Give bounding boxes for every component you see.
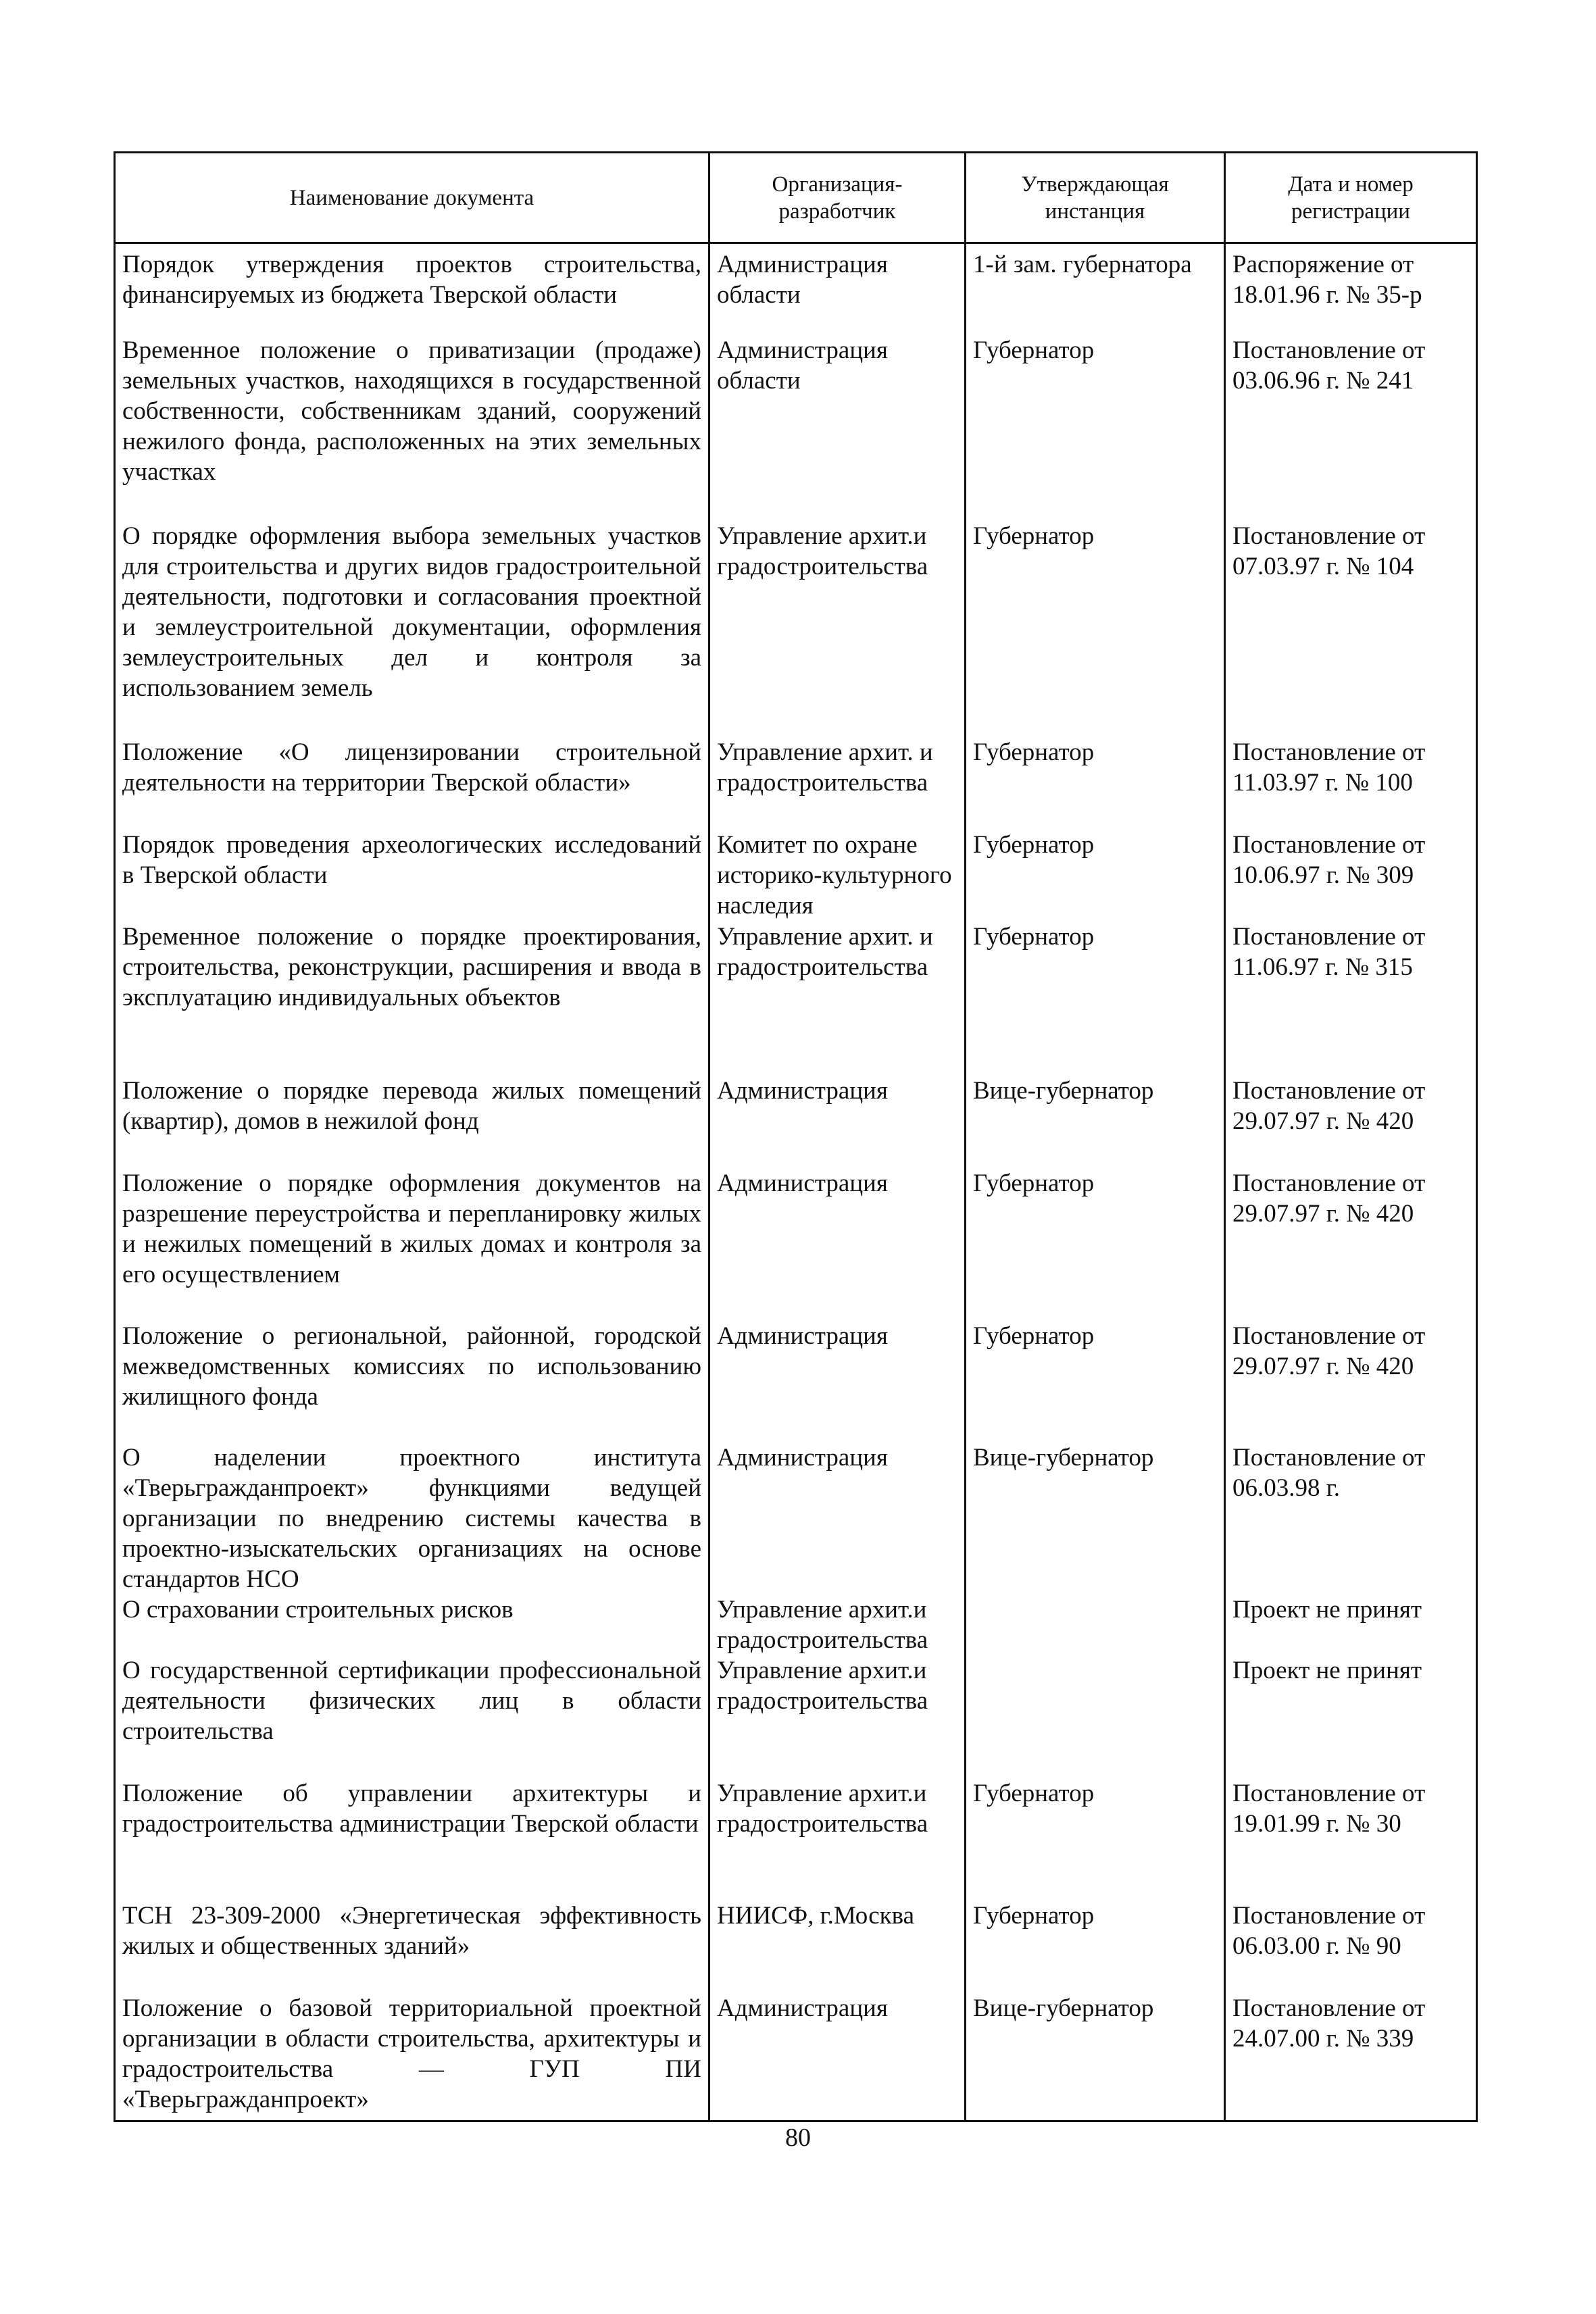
cell-developer: Управление архит.и градостроительства — [709, 521, 966, 737]
table-row — [115, 737, 1477, 830]
table-row — [115, 1655, 1477, 1778]
cell-registration: Проект не принят — [1225, 1655, 1477, 1778]
table-row — [115, 1993, 1477, 2121]
cell-registration: Постановление от 29.07.97 г. № 420 — [1225, 1076, 1477, 1168]
header-developer: Организация-разработчик — [709, 153, 966, 243]
table-row — [115, 1778, 1477, 1901]
cell-approving-authority — [966, 1655, 1225, 1778]
cell-registration: Проект не принят — [1225, 1594, 1477, 1655]
cell-developer: Администрация — [709, 1993, 966, 2121]
cell-approving-authority: Губернатор — [966, 1321, 1225, 1442]
cell-developer: Администрация области — [709, 335, 966, 521]
cell-document-name: Положение о порядке оформления документов на разрешение переустройства и перепланировку жилых и нежилых помещений в жилых домах и контроля за его осуществлением — [115, 1168, 709, 1321]
table-row — [115, 1442, 1477, 1594]
table-row — [115, 922, 1477, 1076]
header-document-name: Наименование документа — [115, 153, 709, 243]
cell-document-name: Положение о региональной, районной, городской межведомственных комиссиях по использованию жилищного фонда — [115, 1321, 709, 1442]
cell-document-name: ТСН 23-309-2000 «Энергетическая эффективность жилых и общественных зданий» — [115, 1901, 709, 1993]
cell-approving-authority: Вице-губернатор — [966, 1076, 1225, 1168]
cell-developer: Управление архит.и градостроительства — [709, 1778, 966, 1901]
table-row — [115, 830, 1477, 922]
cell-developer: Администрация — [709, 1442, 966, 1594]
cell-developer: Администрация — [709, 1076, 966, 1168]
table-row — [115, 1168, 1477, 1321]
cell-developer: НИИСФ, г.Москва — [709, 1901, 966, 1993]
table-row — [115, 1321, 1477, 1442]
cell-registration: Постановление от 10.06.97 г. № 309 — [1225, 830, 1477, 922]
table-row — [115, 521, 1477, 737]
cell-developer: Управление архит. и градостроительства — [709, 922, 966, 1076]
cell-document-name: О порядке оформления выбора земельных участков для строительства и других видов градостроительной деятельности, подготовки и согласования проектной и землеустроительной документации, оформления землеустроительных дел и контроля за использованием земель — [115, 521, 709, 737]
table-row — [115, 1076, 1477, 1168]
table-row — [115, 1594, 1477, 1655]
cell-document-name: О государственной сертификации профессиональной деятельности физических лиц в области строительства — [115, 1655, 709, 1778]
cell-approving-authority: 1-й зам. губернатора — [966, 243, 1225, 335]
table-header-row — [115, 153, 1477, 243]
cell-developer: Управление архит. и градостроительства — [709, 737, 966, 830]
cell-document-name: Порядок проведения археологических исследований в Тверской области — [115, 830, 709, 922]
cell-document-name: Временное положение о приватизации (продаже) земельных участков, находящихся в государственной собственности, собственникам зданий, сооружений нежилого фонда, расположенных на этих земельных участках — [115, 335, 709, 521]
cell-approving-authority — [966, 1594, 1225, 1655]
cell-approving-authority: Губернатор — [966, 830, 1225, 922]
cell-approving-authority: Губернатор — [966, 1778, 1225, 1901]
cell-registration: Распоряжение от 18.01.96 г. № 35-р — [1225, 243, 1477, 335]
header-registration: Дата и номер регистрации — [1225, 153, 1477, 243]
cell-registration: Постановление от 29.07.97 г. № 420 — [1225, 1321, 1477, 1442]
cell-document-name: Положение об управлении архитектуры и градостроительства администрации Тверской области — [115, 1778, 709, 1901]
table-row — [115, 243, 1477, 335]
table-row — [115, 335, 1477, 521]
cell-approving-authority: Вице-губернатор — [966, 1993, 1225, 2121]
cell-approving-authority: Губернатор — [966, 737, 1225, 830]
cell-registration: Постановление от 24.07.00 г. № 339 — [1225, 1993, 1477, 2121]
cell-developer: Комитет по охране историко-культурного наследия — [709, 830, 966, 922]
cell-developer: Управление архит.и градостроительства — [709, 1594, 966, 1655]
cell-registration: Постановление от 06.03.98 г. — [1225, 1442, 1477, 1594]
cell-approving-authority: Губернатор — [966, 922, 1225, 1076]
cell-approving-authority: Губернатор — [966, 1168, 1225, 1321]
cell-document-name: Положение о базовой территориальной проектной организации в области строительства, архитектуры и градостроительства — ГУП ПИ «Тверьгражданпроект» — [115, 1993, 709, 2121]
cell-developer: Администрация области — [709, 243, 966, 335]
cell-registration: Постановление от 29.07.97 г. № 420 — [1225, 1168, 1477, 1321]
table-row — [115, 1901, 1477, 1993]
cell-document-name: О наделении проектного института «Тверьгражданпроект» функциями ведущей организации по внедрению системы качества в проектно-изыскательских организациях на основе стандартов НСО — [115, 1442, 709, 1594]
cell-registration: Постановление от 07.03.97 г. № 104 — [1225, 521, 1477, 737]
cell-document-name: Положение о порядке перевода жилых помещений (квартир), домов в нежилой фонд — [115, 1076, 709, 1168]
cell-registration: Постановление от 11.03.97 г. № 100 — [1225, 737, 1477, 830]
cell-developer: Управление архит.и градостроительства — [709, 1655, 966, 1778]
cell-registration: Постановление от 19.01.99 г. № 30 — [1225, 1778, 1477, 1901]
cell-approving-authority: Губернатор — [966, 521, 1225, 737]
cell-approving-authority: Губернатор — [966, 1901, 1225, 1993]
cell-approving-authority: Вице-губернатор — [966, 1442, 1225, 1594]
cell-document-name: Положение «О лицензировании строительной деятельности на территории Тверской области» — [115, 737, 709, 830]
cell-document-name: Временное положение о порядке проектирования, строительства, реконструкции, расширения и ввода в эксплуатацию индивидуальных объектов — [115, 922, 709, 1076]
cell-registration: Постановление от 11.06.97 г. № 315 — [1225, 922, 1477, 1076]
cell-document-name: О страховании строительных рисков — [115, 1594, 709, 1655]
header-approving-authority: Утверждающая инстанция — [966, 153, 1225, 243]
cell-registration: Постановление от 03.06.96 г. № 241 — [1225, 335, 1477, 521]
cell-registration: Постановление от 06.03.00 г. № 90 — [1225, 1901, 1477, 1993]
cell-developer: Администрация — [709, 1321, 966, 1442]
documents-registry-table — [114, 151, 1478, 2122]
cell-developer: Администрация — [709, 1168, 966, 1321]
cell-approving-authority: Губернатор — [966, 335, 1225, 521]
page-number: 80 — [785, 2123, 811, 2152]
cell-document-name: Порядок утверждения проектов строительства, финансируемых из бюджета Тверской области — [115, 243, 709, 335]
